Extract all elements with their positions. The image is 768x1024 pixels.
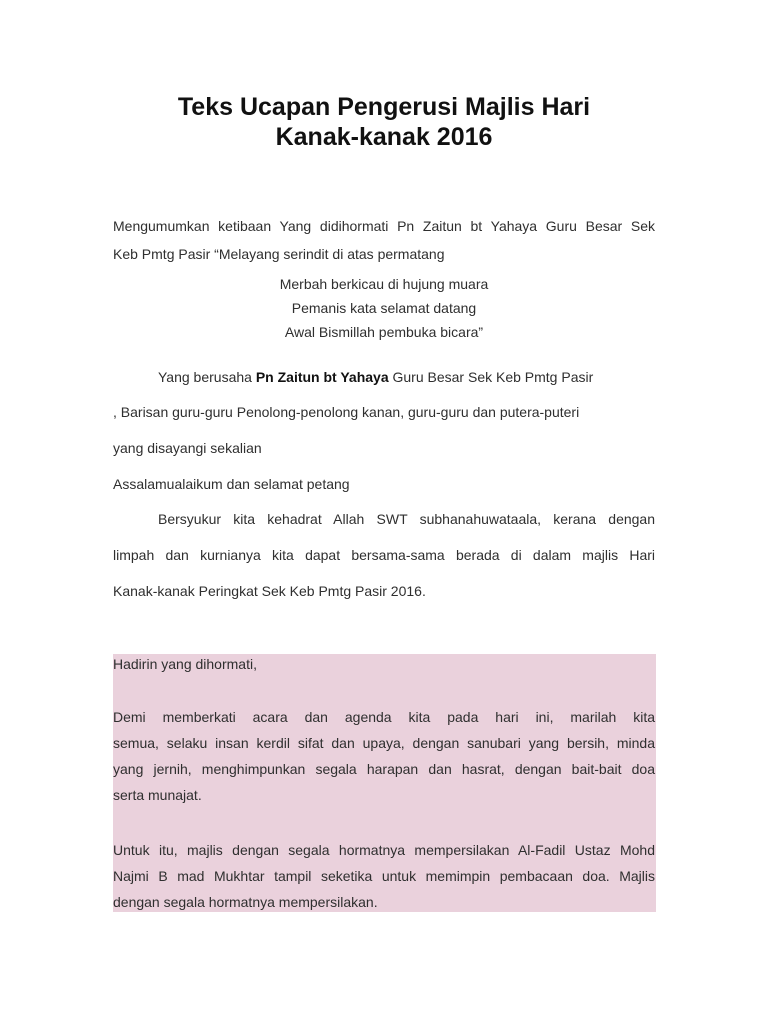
intro-line-1: Mengumumkan ketibaan Yang didihormati Pn Zaitun bt Yahaya Guru Besar Sek: [113, 218, 655, 234]
poem-line-2: Pemanis kata selamat datang: [291, 300, 477, 316]
salam-line: Assalamualaikum dan selamat petang: [113, 476, 350, 492]
para2-line-1: Untuk itu, majlis dengan segala hormatnya mempersilakan Al-Fadil Ustaz Mohd: [113, 842, 655, 858]
highlight-address: [113, 651, 655, 677]
para1-line-2: semua, selaku insan kerdil sifat dan upaya, dengan sanubari yang bersih, minda: [113, 735, 655, 751]
gratitude-line-2: limpah dan kurnianya kita dapat bersama-sama berada di dalam majlis Hari: [113, 547, 655, 563]
greeting-suffix: Guru Besar Sek Keb Pmtg Pasir: [388, 369, 594, 385]
greeting-line-1: [113, 369, 655, 385]
greeting-line-3: yang disayangi sekalian: [113, 440, 262, 456]
intro-line-2: Keb Pmtg Pasir “Melayang serindit di atas permatang: [113, 246, 445, 262]
para1-line-3: yang jernih, menghimpunkan segala harapan dan hasrat, dengan bait-bait doa: [113, 761, 655, 777]
title-line-2: Kanak-kanak 2016: [275, 123, 493, 151]
gratitude-line-3: Kanak-kanak Peringkat Sek Keb Pmtg Pasir 2016.: [113, 583, 426, 599]
title-line-1: Teks Ucapan Pengerusi Majlis Hari: [177, 93, 591, 121]
address-line: Hadirin yang dihormati,: [113, 656, 257, 672]
gratitude-line-1: Bersyukur kita kehadrat Allah SWT subhanahuwataala, kerana dengan: [158, 511, 655, 527]
poem-line-3: Awal Bismillah pembuka bicara”: [284, 324, 484, 340]
para1-line-4: serta munajat.: [113, 787, 202, 803]
para2-line-2: Najmi B mad Mukhtar tampil seketika untuk memimpin pembacaan doa. Majlis: [113, 868, 655, 884]
greeting-prefix: Yang berusaha: [158, 369, 256, 385]
poem-block: [113, 272, 655, 344]
highlight-paragraph-1: [113, 704, 655, 808]
greeting-name: Pn Zaitun bt Yahaya: [255, 369, 389, 385]
poem-line-1: Merbah berkicau di hujung muara: [279, 276, 489, 292]
para1-line-1: Demi memberkati acara dan agenda kita pada hari ini, marilah kita: [113, 709, 655, 725]
para2-line-3: dengan segala hormatnya mempersilakan.: [113, 894, 378, 910]
greeting-line-2: , Barisan guru-guru Penolong-penolong kanan, guru-guru dan putera-puteri: [113, 404, 580, 420]
intro-paragraph: [113, 212, 655, 268]
highlight-paragraph-2: [113, 837, 655, 915]
document-title: [100, 92, 668, 152]
